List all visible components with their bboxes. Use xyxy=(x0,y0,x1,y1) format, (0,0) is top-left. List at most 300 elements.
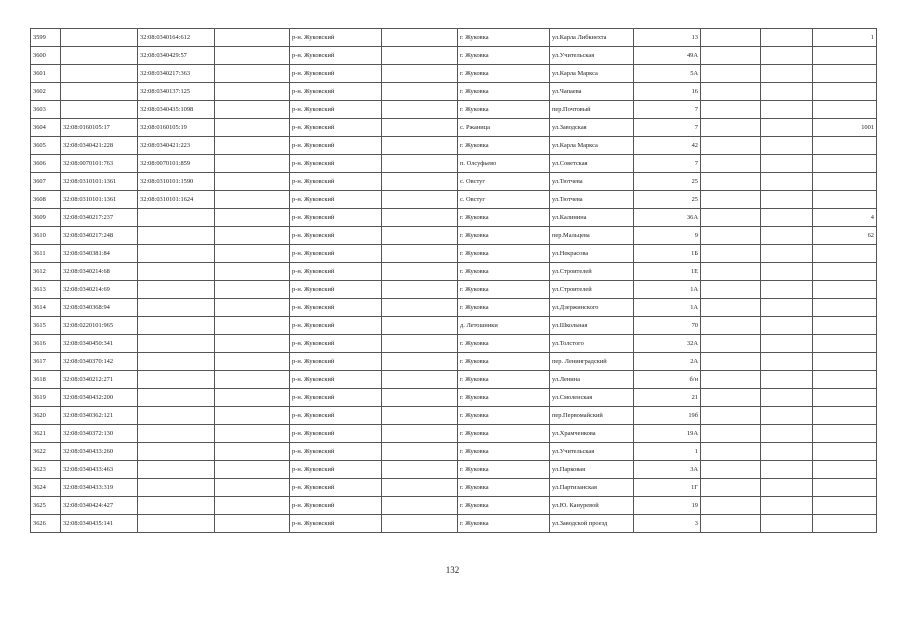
cadastral-number-cell: 32:08:0160105:19 xyxy=(138,119,215,137)
blank-col-10-cell xyxy=(701,371,761,389)
parent-cadastral-number-cell: 32:08:0340433:463 xyxy=(61,461,138,479)
parent-cadastral-number-cell: 32:08:0340433:319 xyxy=(61,479,138,497)
blank-col-10-cell xyxy=(701,191,761,209)
blank-col-11-cell xyxy=(761,389,813,407)
house-number-cell: 1Б xyxy=(634,245,701,263)
blank-col-4-cell xyxy=(215,281,290,299)
table-row xyxy=(31,155,877,173)
blank-col-11-cell xyxy=(761,227,813,245)
cadastral-number-cell xyxy=(138,497,215,515)
parent-cadastral-number-cell xyxy=(61,29,138,47)
district-cell: р-н. Жуковский xyxy=(290,299,382,317)
district-cell: р-н. Жуковский xyxy=(290,353,382,371)
blank-col-6-cell xyxy=(382,191,458,209)
street-cell: ул.Школьная xyxy=(550,317,634,335)
cadastral-number-cell xyxy=(138,245,215,263)
table-row xyxy=(31,119,877,137)
street-cell: пер.Мальцева xyxy=(550,227,634,245)
street-cell: ул.Тютчева xyxy=(550,173,634,191)
blank-col-10-cell xyxy=(701,47,761,65)
house-number-cell: 7 xyxy=(634,101,701,119)
house-number-cell: б/н xyxy=(634,371,701,389)
row-number-cell: 3599 xyxy=(31,29,61,47)
apartment-number-cell xyxy=(813,407,877,425)
table-row xyxy=(31,137,877,155)
blank-col-4-cell xyxy=(215,227,290,245)
parent-cadastral-number-cell: 32:08:0340432:200 xyxy=(61,389,138,407)
blank-col-6-cell xyxy=(382,497,458,515)
row-number-cell: 3603 xyxy=(31,101,61,119)
street-cell: ул.Дзержинского xyxy=(550,299,634,317)
settlement-cell: г. Жуковка xyxy=(458,83,550,101)
apartment-number-cell xyxy=(813,173,877,191)
district-cell: р-н. Жуковский xyxy=(290,515,382,533)
settlement-cell: г. Жуковка xyxy=(458,407,550,425)
blank-col-10-cell xyxy=(701,137,761,155)
blank-col-11-cell xyxy=(761,191,813,209)
blank-col-4-cell xyxy=(215,83,290,101)
apartment-number-cell xyxy=(813,371,877,389)
blank-col-4-cell xyxy=(215,335,290,353)
table-row xyxy=(31,479,877,497)
cadastral-number-cell xyxy=(138,479,215,497)
cadastral-number-cell xyxy=(138,515,215,533)
blank-col-10-cell xyxy=(701,119,761,137)
settlement-cell: г. Жуковка xyxy=(458,65,550,83)
blank-col-6-cell xyxy=(382,317,458,335)
apartment-number-cell xyxy=(813,425,877,443)
cadastral-number-cell: 32:08:0340164:612 xyxy=(138,29,215,47)
parent-cadastral-number-cell: 32:08:0340368:94 xyxy=(61,299,138,317)
apartment-number-cell xyxy=(813,443,877,461)
parent-cadastral-number-cell: 32:08:0340421:228 xyxy=(61,137,138,155)
parent-cadastral-number-cell: 32:08:0340214:68 xyxy=(61,263,138,281)
settlement-cell: с. Овстуг xyxy=(458,173,550,191)
settlement-cell: г. Жуковка xyxy=(458,443,550,461)
blank-col-4-cell xyxy=(215,407,290,425)
row-number-cell: 3613 xyxy=(31,281,61,299)
apartment-number-cell xyxy=(813,263,877,281)
house-number-cell: 49А xyxy=(634,47,701,65)
apartment-number-cell xyxy=(813,461,877,479)
row-number-cell: 3626 xyxy=(31,515,61,533)
house-number-cell: 1 xyxy=(634,443,701,461)
blank-col-4-cell xyxy=(215,173,290,191)
table-row xyxy=(31,245,877,263)
street-cell: ул.Учительская xyxy=(550,443,634,461)
district-cell: р-н. Жуковский xyxy=(290,29,382,47)
district-cell: р-н. Жуковский xyxy=(290,461,382,479)
row-number-cell: 3602 xyxy=(31,83,61,101)
cadastral-number-cell xyxy=(138,389,215,407)
settlement-cell: г. Жуковка xyxy=(458,245,550,263)
settlement-cell: г. Жуковка xyxy=(458,461,550,479)
row-number-cell: 3608 xyxy=(31,191,61,209)
apartment-number-cell xyxy=(813,191,877,209)
row-number-cell: 3606 xyxy=(31,155,61,173)
blank-col-11-cell xyxy=(761,515,813,533)
blank-col-11-cell xyxy=(761,29,813,47)
blank-col-6-cell xyxy=(382,443,458,461)
parent-cadastral-number-cell: 32:08:0160105:17 xyxy=(61,119,138,137)
blank-col-6-cell xyxy=(382,371,458,389)
blank-col-6-cell xyxy=(382,263,458,281)
row-number-cell: 3604 xyxy=(31,119,61,137)
cadastral-number-cell xyxy=(138,407,215,425)
blank-col-10-cell xyxy=(701,155,761,173)
blank-col-11-cell xyxy=(761,425,813,443)
district-cell: р-н. Жуковский xyxy=(290,47,382,65)
house-number-cell: 32А xyxy=(634,335,701,353)
district-cell: р-н. Жуковский xyxy=(290,317,382,335)
blank-col-11-cell xyxy=(761,335,813,353)
parent-cadastral-number-cell: 32:08:0070101:763 xyxy=(61,155,138,173)
cadastral-number-cell xyxy=(138,371,215,389)
blank-col-6-cell xyxy=(382,299,458,317)
blank-col-10-cell xyxy=(701,101,761,119)
settlement-cell: д. Летошники xyxy=(458,317,550,335)
blank-col-11-cell xyxy=(761,119,813,137)
settlement-cell: г. Жуковка xyxy=(458,281,550,299)
street-cell: пер.Первомайский xyxy=(550,407,634,425)
row-number-cell: 3618 xyxy=(31,371,61,389)
apartment-number-cell xyxy=(813,83,877,101)
house-number-cell: 42 xyxy=(634,137,701,155)
blank-col-11-cell xyxy=(761,443,813,461)
house-number-cell: 25 xyxy=(634,191,701,209)
blank-col-6-cell xyxy=(382,137,458,155)
parent-cadastral-number-cell xyxy=(61,65,138,83)
house-number-cell: 21 xyxy=(634,389,701,407)
settlement-cell: г. Жуковка xyxy=(458,389,550,407)
table-row xyxy=(31,497,877,515)
row-number-cell: 3621 xyxy=(31,425,61,443)
blank-col-4-cell xyxy=(215,497,290,515)
registry-table xyxy=(30,28,877,533)
blank-col-10-cell xyxy=(701,209,761,227)
blank-col-10-cell xyxy=(701,317,761,335)
house-number-cell: 1Г xyxy=(634,479,701,497)
blank-col-10-cell xyxy=(701,227,761,245)
blank-col-4-cell xyxy=(215,155,290,173)
blank-col-11-cell xyxy=(761,371,813,389)
house-number-cell: 2А xyxy=(634,353,701,371)
apartment-number-cell xyxy=(813,353,877,371)
table-row xyxy=(31,461,877,479)
apartment-number-cell xyxy=(813,335,877,353)
apartment-number-cell: 62 xyxy=(813,227,877,245)
row-number-cell: 3601 xyxy=(31,65,61,83)
house-number-cell: 1А xyxy=(634,299,701,317)
table-row xyxy=(31,443,877,461)
settlement-cell: г. Жуковка xyxy=(458,371,550,389)
house-number-cell: 3 xyxy=(634,515,701,533)
street-cell: пер. Ленинградский xyxy=(550,353,634,371)
cadastral-number-cell xyxy=(138,209,215,227)
blank-col-4-cell xyxy=(215,245,290,263)
table-row xyxy=(31,191,877,209)
blank-col-10-cell xyxy=(701,263,761,281)
row-number-cell: 3607 xyxy=(31,173,61,191)
cadastral-number-cell xyxy=(138,425,215,443)
apartment-number-cell xyxy=(813,65,877,83)
table-row xyxy=(31,407,877,425)
blank-col-11-cell xyxy=(761,47,813,65)
street-cell: ул.Строителей xyxy=(550,263,634,281)
table-row xyxy=(31,173,877,191)
apartment-number-cell xyxy=(813,47,877,65)
cadastral-number-cell xyxy=(138,317,215,335)
table-row xyxy=(31,65,877,83)
blank-col-11-cell xyxy=(761,317,813,335)
house-number-cell: 9 xyxy=(634,227,701,245)
apartment-number-cell xyxy=(813,137,877,155)
parent-cadastral-number-cell xyxy=(61,83,138,101)
blank-col-4-cell xyxy=(215,317,290,335)
district-cell: р-н. Жуковский xyxy=(290,425,382,443)
street-cell: ул.Толстого xyxy=(550,335,634,353)
parent-cadastral-number-cell: 32:08:0340381:84 xyxy=(61,245,138,263)
blank-col-10-cell xyxy=(701,245,761,263)
blank-col-4-cell xyxy=(215,263,290,281)
cadastral-number-cell xyxy=(138,335,215,353)
table-row xyxy=(31,281,877,299)
street-cell: ул.Парковая xyxy=(550,461,634,479)
house-number-cell: 7 xyxy=(634,155,701,173)
settlement-cell: г. Жуковка xyxy=(458,137,550,155)
street-cell: ул.Партизанская xyxy=(550,479,634,497)
cadastral-number-cell xyxy=(138,227,215,245)
row-number-cell: 3619 xyxy=(31,389,61,407)
settlement-cell: с. Овстуг xyxy=(458,191,550,209)
district-cell: р-н. Жуковский xyxy=(290,137,382,155)
row-number-cell: 3620 xyxy=(31,407,61,425)
blank-col-4-cell xyxy=(215,191,290,209)
blank-col-4-cell xyxy=(215,389,290,407)
street-cell: ул.Ленина xyxy=(550,371,634,389)
parent-cadastral-number-cell: 32:08:0340433:260 xyxy=(61,443,138,461)
blank-col-11-cell xyxy=(761,245,813,263)
parent-cadastral-number-cell xyxy=(61,47,138,65)
blank-col-4-cell xyxy=(215,209,290,227)
blank-col-10-cell xyxy=(701,299,761,317)
apartment-number-cell xyxy=(813,299,877,317)
street-cell: ул.Калинина xyxy=(550,209,634,227)
blank-col-4-cell xyxy=(215,101,290,119)
street-cell: ул.Смоленская xyxy=(550,389,634,407)
blank-col-6-cell xyxy=(382,425,458,443)
table-row xyxy=(31,209,877,227)
blank-col-10-cell xyxy=(701,29,761,47)
blank-col-6-cell xyxy=(382,389,458,407)
blank-col-6-cell xyxy=(382,173,458,191)
blank-col-11-cell xyxy=(761,497,813,515)
blank-col-11-cell xyxy=(761,101,813,119)
house-number-cell: 13 xyxy=(634,29,701,47)
street-cell: ул.Заводская xyxy=(550,119,634,137)
row-number-cell: 3623 xyxy=(31,461,61,479)
cadastral-number-cell xyxy=(138,281,215,299)
blank-col-6-cell xyxy=(382,245,458,263)
row-number-cell: 3612 xyxy=(31,263,61,281)
table-row xyxy=(31,515,877,533)
street-cell: ул.Советская xyxy=(550,155,634,173)
house-number-cell: 3А xyxy=(634,461,701,479)
blank-col-6-cell xyxy=(382,515,458,533)
street-cell: ул.Карла Маркса xyxy=(550,137,634,155)
settlement-cell: с. Ржаница xyxy=(458,119,550,137)
apartment-number-cell xyxy=(813,101,877,119)
cadastral-number-cell: 32:08:0340217:363 xyxy=(138,65,215,83)
settlement-cell: г. Жуковка xyxy=(458,515,550,533)
blank-col-6-cell xyxy=(382,461,458,479)
blank-col-11-cell xyxy=(761,281,813,299)
district-cell: р-н. Жуковский xyxy=(290,371,382,389)
district-cell: р-н. Жуковский xyxy=(290,209,382,227)
settlement-cell: г. Жуковка xyxy=(458,263,550,281)
settlement-cell: г. Жуковка xyxy=(458,227,550,245)
blank-col-11-cell xyxy=(761,209,813,227)
blank-col-6-cell xyxy=(382,47,458,65)
blank-col-11-cell xyxy=(761,479,813,497)
street-cell: ул.Тютчева xyxy=(550,191,634,209)
table-row xyxy=(31,335,877,353)
row-number-cell: 3617 xyxy=(31,353,61,371)
parent-cadastral-number-cell: 32:08:0340450:341 xyxy=(61,335,138,353)
blank-col-11-cell xyxy=(761,299,813,317)
house-number-cell: 25 xyxy=(634,173,701,191)
settlement-cell: г. Жуковка xyxy=(458,299,550,317)
district-cell: р-н. Жуковский xyxy=(290,245,382,263)
district-cell: р-н. Жуковский xyxy=(290,335,382,353)
table-row xyxy=(31,101,877,119)
blank-col-11-cell xyxy=(761,173,813,191)
house-number-cell: 36А xyxy=(634,209,701,227)
apartment-number-cell xyxy=(813,515,877,533)
blank-col-10-cell xyxy=(701,425,761,443)
row-number-cell: 3600 xyxy=(31,47,61,65)
district-cell: р-н. Жуковский xyxy=(290,101,382,119)
blank-col-6-cell xyxy=(382,281,458,299)
district-cell: р-н. Жуковский xyxy=(290,281,382,299)
parent-cadastral-number-cell: 32:08:0220101:965 xyxy=(61,317,138,335)
blank-col-10-cell xyxy=(701,497,761,515)
table-body xyxy=(31,29,877,533)
parent-cadastral-number-cell: 32:08:0310101:1361 xyxy=(61,173,138,191)
street-cell: ул.Карла Либкнехта xyxy=(550,29,634,47)
table-row xyxy=(31,263,877,281)
row-number-cell: 3622 xyxy=(31,443,61,461)
blank-col-6-cell xyxy=(382,209,458,227)
blank-col-4-cell xyxy=(215,137,290,155)
apartment-number-cell: 1 xyxy=(813,29,877,47)
blank-col-4-cell xyxy=(215,29,290,47)
row-number-cell: 3611 xyxy=(31,245,61,263)
cadastral-number-cell xyxy=(138,263,215,281)
blank-col-10-cell xyxy=(701,389,761,407)
blank-col-11-cell xyxy=(761,155,813,173)
settlement-cell: г. Жуковка xyxy=(458,479,550,497)
apartment-number-cell: 1001 xyxy=(813,119,877,137)
blank-col-10-cell xyxy=(701,83,761,101)
district-cell: р-н. Жуковский xyxy=(290,263,382,281)
blank-col-11-cell xyxy=(761,65,813,83)
district-cell: р-н. Жуковский xyxy=(290,479,382,497)
district-cell: р-н. Жуковский xyxy=(290,65,382,83)
table-row xyxy=(31,227,877,245)
blank-col-6-cell xyxy=(382,29,458,47)
apartment-number-cell xyxy=(813,497,877,515)
blank-col-4-cell xyxy=(215,47,290,65)
row-number-cell: 3605 xyxy=(31,137,61,155)
blank-col-4-cell xyxy=(215,479,290,497)
table-row xyxy=(31,299,877,317)
street-cell: пер.Почтовый xyxy=(550,101,634,119)
blank-col-10-cell xyxy=(701,479,761,497)
row-number-cell: 3614 xyxy=(31,299,61,317)
parent-cadastral-number-cell: 32:08:0340214:69 xyxy=(61,281,138,299)
blank-col-11-cell xyxy=(761,137,813,155)
table-row xyxy=(31,47,877,65)
cadastral-number-cell: 32:08:0340421:223 xyxy=(138,137,215,155)
blank-col-11-cell xyxy=(761,83,813,101)
blank-col-4-cell xyxy=(215,65,290,83)
district-cell: р-н. Жуковский xyxy=(290,443,382,461)
row-number-cell: 3615 xyxy=(31,317,61,335)
blank-col-4-cell xyxy=(215,425,290,443)
settlement-cell: г. Жуковка xyxy=(458,335,550,353)
blank-col-10-cell xyxy=(701,443,761,461)
cadastral-number-cell xyxy=(138,461,215,479)
cadastral-number-cell: 32:08:0340137:125 xyxy=(138,83,215,101)
street-cell: ул.Некрасова xyxy=(550,245,634,263)
settlement-cell: п. Олсуфьево xyxy=(458,155,550,173)
street-cell: ул.Учительская xyxy=(550,47,634,65)
parent-cadastral-number-cell: 32:08:0310101:1361 xyxy=(61,191,138,209)
blank-col-4-cell xyxy=(215,461,290,479)
table-row xyxy=(31,371,877,389)
blank-col-10-cell xyxy=(701,461,761,479)
house-number-cell: 1Е xyxy=(634,263,701,281)
cadastral-number-cell: 32:08:0310101:1590 xyxy=(138,173,215,191)
street-cell: ул.Заводской проезд xyxy=(550,515,634,533)
district-cell: р-н. Жуковский xyxy=(290,155,382,173)
apartment-number-cell xyxy=(813,155,877,173)
house-number-cell: 70 xyxy=(634,317,701,335)
apartment-number-cell xyxy=(813,245,877,263)
blank-col-6-cell xyxy=(382,353,458,371)
table-row xyxy=(31,29,877,47)
parent-cadastral-number-cell: 32:08:0340372:130 xyxy=(61,425,138,443)
apartment-number-cell xyxy=(813,317,877,335)
blank-col-11-cell xyxy=(761,407,813,425)
page-number: 132 xyxy=(445,565,460,575)
blank-col-10-cell xyxy=(701,65,761,83)
blank-col-4-cell xyxy=(215,299,290,317)
cadastral-number-cell: 32:08:0070101:859 xyxy=(138,155,215,173)
district-cell: р-н. Жуковский xyxy=(290,497,382,515)
table-row xyxy=(31,83,877,101)
settlement-cell: г. Жуковка xyxy=(458,353,550,371)
row-number-cell: 3610 xyxy=(31,227,61,245)
district-cell: р-н. Жуковский xyxy=(290,389,382,407)
house-number-cell: 5А xyxy=(634,65,701,83)
house-number-cell: 19А xyxy=(634,425,701,443)
apartment-number-cell: 4 xyxy=(813,209,877,227)
district-cell: р-н. Жуковский xyxy=(290,191,382,209)
cadastral-number-cell xyxy=(138,299,215,317)
house-number-cell: 19 xyxy=(634,497,701,515)
